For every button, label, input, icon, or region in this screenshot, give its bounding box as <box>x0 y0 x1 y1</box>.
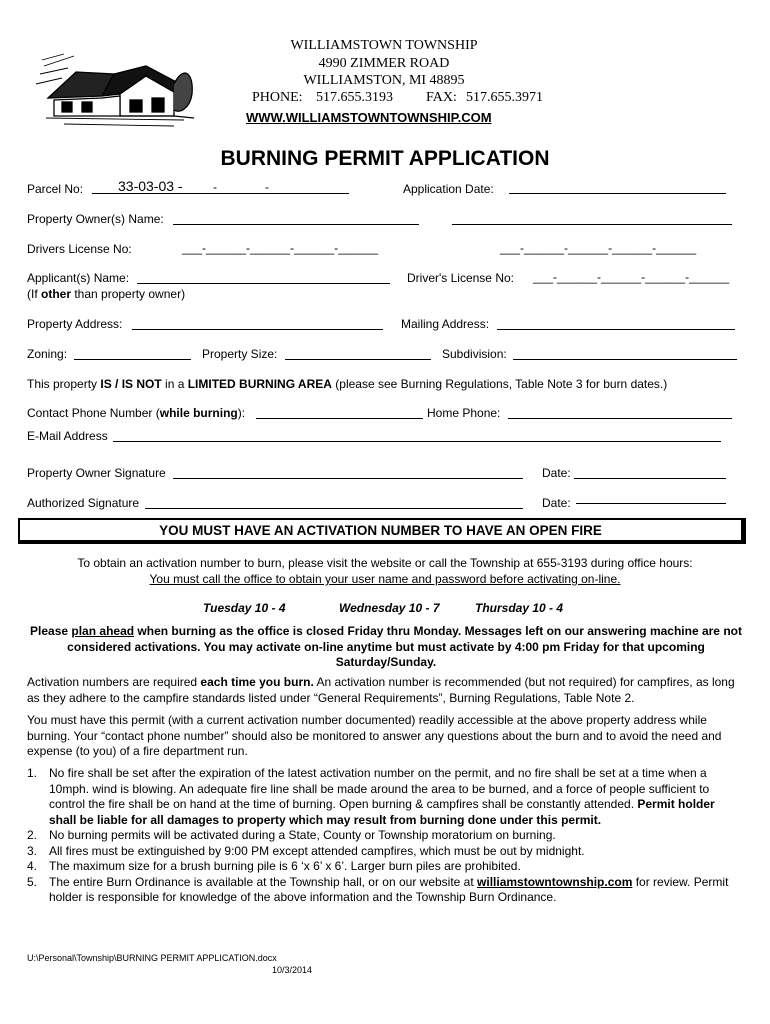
owner-signature-label: Property Owner Signature <box>27 466 166 480</box>
phone-number: 517.655.3193 <box>316 90 393 105</box>
limited-burning-statement: This property IS / IS NOT in a LIMITED BURNING AREA (please see Burning Regulations, Table Note 3 for burn dates.) <box>27 377 668 391</box>
address-line-2: WILLIAMSTON, MI 48895 <box>303 73 465 88</box>
parcel-label: Parcel No: <box>27 182 84 196</box>
authorized-signature-date-label: Date: <box>542 496 571 510</box>
instructions-line-1: To obtain an activation number to burn, please visit the website or call the Township at 655-3193 during office hours: <box>77 556 693 570</box>
owner-name-label: Property Owner(s) Name: <box>27 212 164 226</box>
applicant-note: (If other than property owner) <box>27 287 186 301</box>
home-phone-field[interactable] <box>508 418 732 419</box>
page-title: BURNING PERMIT APPLICATION <box>220 147 550 170</box>
rule-item-5: 5. The entire Burn Ordinance is available at the Township hall, or on our website at williamstowntownship.com for review. Permit holder is responsible for knowledge of the above information and the Township Burn Ordinance. <box>27 874 729 904</box>
fax-label: FAX: <box>426 90 457 105</box>
authorized-signature-field[interactable] <box>145 508 523 509</box>
address-line-1: 4990 ZIMMER ROAD <box>318 56 450 71</box>
home-phone-label: Home Phone: <box>427 406 501 420</box>
phone-label: PHONE: <box>252 90 303 105</box>
applicant-name-label: Applicant(s) Name: <box>27 271 130 285</box>
activation-paragraph: Activation numbers are required each time you burn. An activation number is recommended (but not required) for campfires, as long as they adhere to the campfire standards listed under “General Requirements”, Burning Regulations, Table Note 2. <box>27 675 735 705</box>
parcel-separator-1: - <box>213 180 217 194</box>
contact-phone-label: Contact Phone Number (while burning): <box>27 406 246 420</box>
activation-banner <box>18 518 746 544</box>
property-size-label: Property Size: <box>202 347 278 361</box>
applicant-license-field[interactable]: ___-______-______-______-______ <box>533 270 730 284</box>
applicant-license-label: Driver's License No: <box>407 271 514 285</box>
authorized-signature-label: Authorized Signature <box>27 496 140 510</box>
applicant-name-field[interactable] <box>137 283 390 284</box>
owner-signature-date-field[interactable] <box>574 478 726 479</box>
email-field[interactable] <box>113 441 721 442</box>
hours-thursday: Thursday 10 - 4 <box>475 601 564 615</box>
ordinance-website-link[interactable]: williamstowntownship.com <box>477 874 633 889</box>
application-date-field[interactable] <box>509 193 726 194</box>
zoning-field[interactable] <box>74 359 191 360</box>
owner-name-field-2[interactable] <box>452 224 732 225</box>
authorized-signature-date-field[interactable] <box>576 503 726 504</box>
fax-number: 517.655.3971 <box>466 90 543 105</box>
instructions-line-2: You must call the office to obtain your user name and password before activating on-line. <box>149 572 621 586</box>
website-link[interactable]: WWW.WILLIAMSTOWNTOWNSHIP.COM <box>246 110 492 125</box>
rule-item-1: 1. No fire shall be set after the expiration of the latest activation number on the permit, and no fire shall be set at a time when a 10mph. wind is blowing. An adequate fire line shall be made around the area to be burned, and a force of people sufficient to control the fire shall be on hand at the time of burning. Open burning & campfires shall be constantly attended. Permit holder shall be liable for all damages to property which may result from burning done under this permit. <box>27 766 715 827</box>
email-label: E-Mail Address <box>27 429 108 443</box>
plan-ahead-notice: Please plan ahead when burning as the office is closed Friday thru Monday. Messages left on our answering machine are not considered activations. You may activate on-line anytime but must activate by 4:00 pm Friday for that upcoming Saturday/Sunday. <box>30 624 742 669</box>
property-address-label: Property Address: <box>27 317 123 331</box>
owner-name-field-1[interactable] <box>173 224 419 225</box>
property-address-field[interactable] <box>132 329 383 330</box>
house-logo <box>34 44 198 136</box>
parcel-field[interactable] <box>92 193 349 194</box>
rules-list <box>27 766 743 906</box>
drivers-license-field-2[interactable]: ___-______-______-______-______ <box>500 241 697 255</box>
parcel-prefix: 33-03-03 - <box>118 178 183 194</box>
subdivision-field[interactable] <box>513 359 737 360</box>
hours-tuesday: Tuesday 10 - 4 <box>203 601 286 615</box>
zoning-label: Zoning: <box>27 347 68 361</box>
rule-item-2: 2. No burning permits will be activated during a State, County or Township moratorium on burning. <box>27 828 556 842</box>
activation-banner-text: YOU MUST HAVE AN ACTIVATION NUMBER TO HAVE AN OPEN FIRE <box>159 523 602 538</box>
footer-date: 10/3/2014 <box>272 965 313 975</box>
parcel-separator-2: - <box>265 180 269 194</box>
owner-signature-field[interactable] <box>173 478 523 479</box>
rule-item-3: 3. All fires must be extinguished by 9:00 PM except attended campfires, which must be out by midnight. <box>27 843 585 858</box>
org-name: WILLIAMSTOWN TOWNSHIP <box>290 38 478 53</box>
subdivision-label: Subdivision: <box>442 347 507 361</box>
owner-signature-date-label: Date: <box>542 466 571 480</box>
mailing-address-label: Mailing Address: <box>401 317 490 331</box>
mailing-address-field[interactable] <box>497 329 735 330</box>
application-date-label: Application Date: <box>403 182 494 196</box>
drivers-license-field-1[interactable]: ___-______-______-______-______ <box>182 241 379 255</box>
contact-phone-field[interactable] <box>256 418 423 419</box>
footer-file-path: U:\Personal\Township\BURNING PERMIT APPLICATION.docx <box>27 953 277 963</box>
hours-wednesday: Wednesday 10 - 7 <box>339 601 440 615</box>
property-size-field[interactable] <box>285 359 431 360</box>
is-is-not-choice[interactable]: IS / IS NOT <box>100 377 162 391</box>
drivers-license-label: Drivers License No: <box>27 242 132 256</box>
rule-item-4: 4. The maximum size for a brush burning pile is 6 ‘x 6’ x 6’. Larger burn piles are prohibited. <box>27 859 521 873</box>
permit-access-paragraph: You must have this permit (with a current activation number documented) readily accessible at the above property address while burning. Your “contact phone number” should also be monitored to answer any questions about the burn and to avoid the need and expense (to you) of a fire department run. <box>27 713 722 758</box>
